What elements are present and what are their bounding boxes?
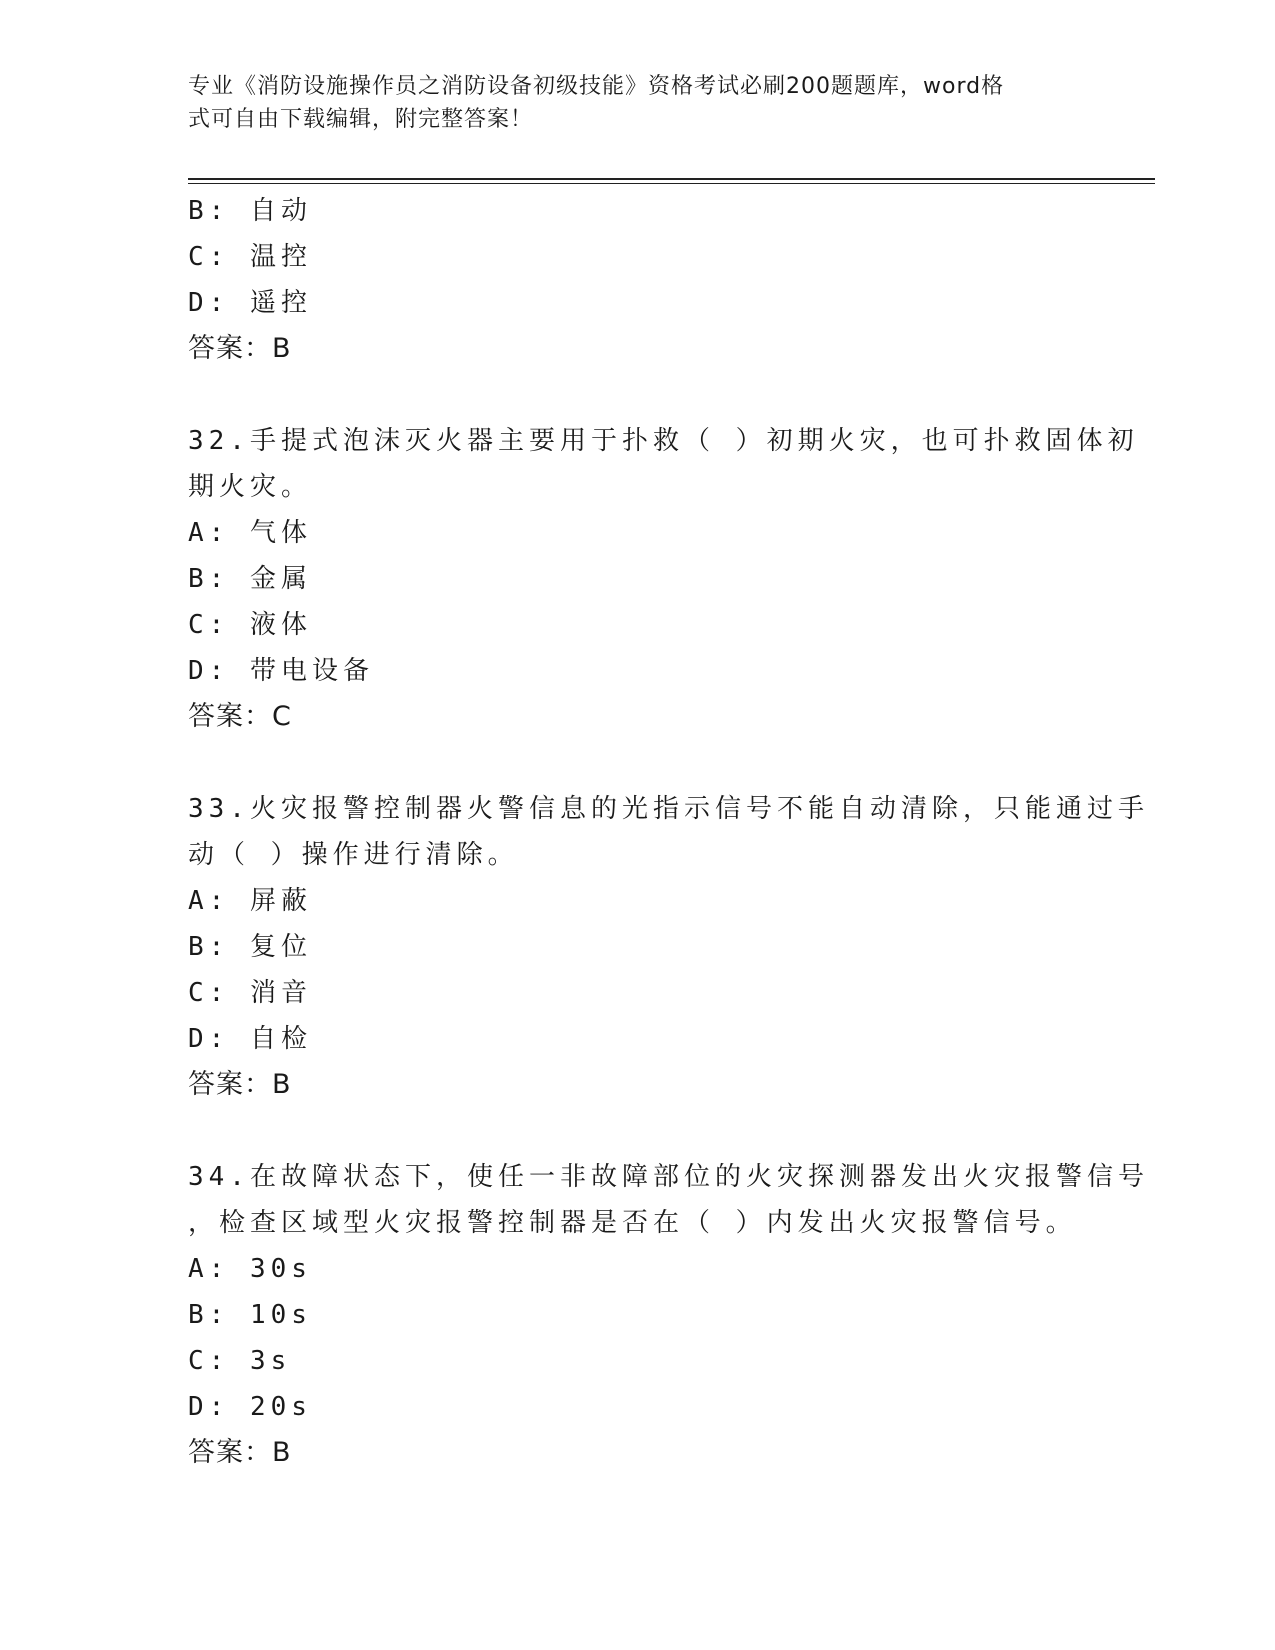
option-c: C: 温控 (188, 242, 312, 272)
option-c: C: 消音 (188, 978, 312, 1008)
option-a: A: 屏蔽 (188, 886, 312, 916)
question-stem-line-1: 33.火灾报警控制器火警信息的光指示信号不能自动清除，只能通过手 (188, 794, 1149, 824)
question-stem-line-2: 期火灾。 (188, 472, 313, 502)
question-list (188, 188, 1149, 1476)
question-stem-line-2: 动（ ）操作进行清除。 (188, 840, 519, 870)
option-d: D: 遥控 (188, 288, 312, 318)
option-d: D: 20s (188, 1392, 312, 1422)
answer-line: 答案：B (188, 1437, 292, 1468)
option-c: C: 3s (188, 1346, 292, 1376)
option-b: B: 复位 (188, 932, 312, 962)
question-stem-line-1: 32.手提式泡沫灭火器主要用于扑救（ ）初期火灾，也可扑救固体初 (188, 426, 1139, 456)
header-divider-thick (188, 178, 1155, 180)
question-33 (188, 786, 1149, 1108)
header-divider-thin (188, 183, 1155, 184)
question-34 (188, 1154, 1149, 1476)
answer-line: 答案：B (188, 333, 292, 364)
option-b: B: 自动 (188, 196, 312, 226)
document-header (188, 70, 1078, 136)
answer-line: 答案：B (188, 1069, 292, 1100)
question-stem-line-2: ，检查区域型火灾报警控制器是否在（ ）内发出火灾报警信号。 (188, 1208, 1077, 1238)
option-b: B: 10s (188, 1300, 312, 1330)
option-d: D: 自检 (188, 1024, 312, 1054)
question-32 (188, 418, 1139, 740)
header-line-2: 式可自由下载编辑，附完整答案！ (188, 107, 534, 132)
option-b: B: 金属 (188, 564, 312, 594)
option-a: A: 气体 (188, 518, 312, 548)
option-a: A: 30s (188, 1254, 312, 1284)
question-31 (188, 188, 1088, 372)
option-d: D: 带电设备 (188, 656, 374, 686)
answer-line: 答案：C (188, 701, 292, 732)
option-c: C: 液体 (188, 610, 312, 640)
question-stem-line-1: 34.在故障状态下，使任一非故障部位的火灾探测器发出火灾报警信号 (188, 1162, 1149, 1192)
header-line-1: 专业《消防设施操作员之消防设备初级技能》资格考试必刷200题题库，word格 (188, 74, 1005, 99)
